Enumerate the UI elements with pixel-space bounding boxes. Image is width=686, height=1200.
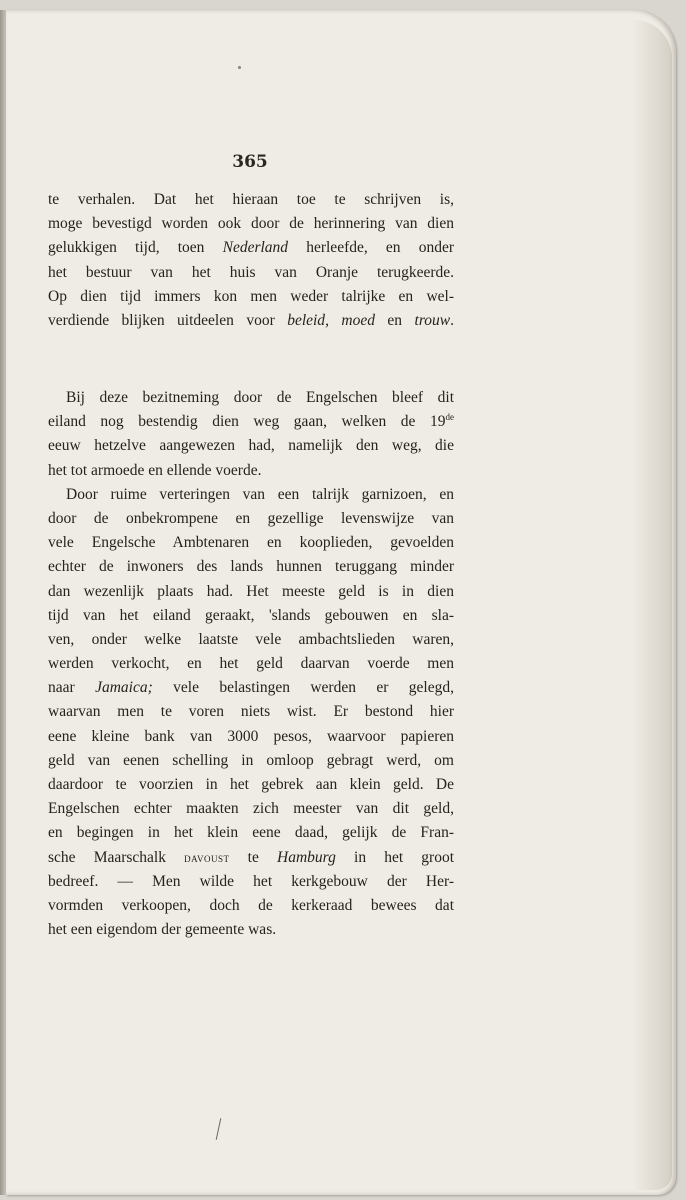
text-line: gelukkigen tijd, toen Nederland herleefde, en onder (48, 239, 454, 257)
italic-word: trouw (414, 311, 451, 329)
text-line: sche Maarschalk davoust te Hamburg in het groot (48, 848, 455, 866)
text-line: het tot armoede en ellende voerde. (48, 461, 262, 479)
text-line: daardoor te voorzien in het gebrek aan klein geld. De (48, 776, 454, 793)
text-line: naar Jamaica; vele belastingen werden er gelegd, (48, 679, 454, 697)
text-line: Op dien tijd immers kon men weder talrijke en wel- (48, 287, 454, 305)
text-line: Door ruime verteringen van een talrijk garnizoen, en (66, 485, 454, 503)
text-line: werden verkocht, en het geld daarvan voerde men (48, 655, 454, 673)
text-line: tijd van het eiland geraakt, 'slands gebouwen en sla- (48, 606, 454, 624)
text-line: het een eigendom der gemeente was. (48, 921, 277, 939)
text-line: bedreef. — Men wilde het kerkgebouw der Her- (48, 872, 454, 890)
text-line: door de onbekrompene en gezellige levenswijze van (48, 509, 454, 527)
ordinal-superscript: de (445, 412, 454, 423)
paragraph-continuation (48, 188, 454, 333)
text-line: eene kleine bank van 3000 pesos, waarvoor papieren (48, 727, 454, 745)
text-line: en begingen in het klein eene daad, gelijk de Fran- (48, 824, 454, 842)
italic-place-name: Nederland (222, 239, 289, 257)
text-line: te verhalen. Dat het hieraan toe te schrijven is, (48, 191, 454, 208)
italic-word: beleid (287, 311, 326, 329)
italic-word: moed (341, 311, 375, 329)
small-caps-name: davoust (184, 849, 230, 865)
italic-place-name: Hamburg (277, 848, 336, 866)
text-line: echter de inwoners des lands hunnen teruggang minder (48, 558, 454, 576)
text-line: dan wezenlijk plaats had. Het meeste geld is in dien (48, 582, 454, 600)
text-line: waarvan men te voren niets wist. Er bestond hier (48, 703, 454, 721)
text-line: eiland nog bestendig dien weg gaan, welken de 19de (48, 412, 454, 431)
text-line: ven, onder welke laatste vele ambachtslieden waren, (48, 630, 454, 648)
page-number: 365 (232, 152, 268, 172)
paper-speck (238, 66, 241, 69)
text-line: Bij deze bezitneming door de Engelschen bleef dit (66, 389, 454, 406)
italic-place-name: Jamaica; (95, 679, 153, 697)
text-line: geld van eenen schelling in omloop gebragt werd, om (48, 751, 454, 769)
paragraph-body (48, 386, 454, 942)
page-edge-shading (632, 20, 672, 1190)
text-line: vormden verkoopen, doch de kerkeraad bewees dat (48, 896, 454, 914)
text-line: vele Engelsche Ambtenaren en kooplieden, gevoelden (48, 534, 454, 552)
text-line: verdiende blijken uitdeelen voor beleid, moed en trouw. (48, 311, 454, 329)
text-line: moge bevestigd worden ook door de herinnering van dien (48, 215, 454, 233)
text-line: het bestuur van het huis van Oranje terugkeerde. (48, 263, 454, 281)
text-line: Engelschen echter maakten zich meester van dit geld, (48, 800, 454, 818)
text-line: eeuw hetzelve aangewezen had, namelijk den weg, die (48, 437, 454, 455)
